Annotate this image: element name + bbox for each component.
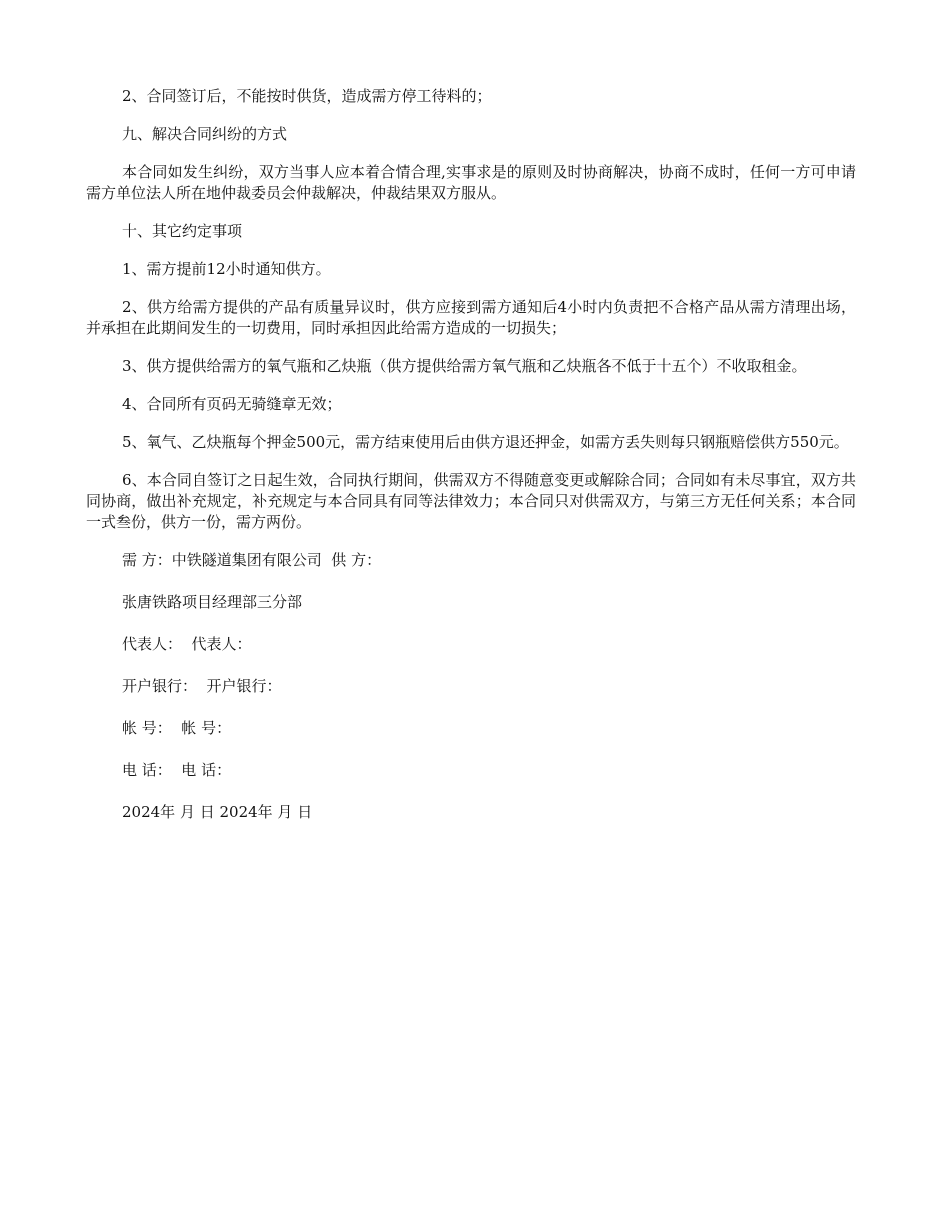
contract-body	[86, 86, 856, 844]
clause-paragraph: 1、需方提前12小时通知供方。	[122, 260, 331, 278]
signature-block	[86, 550, 856, 823]
clause-paragraph: 4、合同所有页码无骑缝章无效；	[122, 395, 342, 413]
signature-account: 帐 号： 帐 号：	[122, 719, 232, 737]
clause-paragraph: 3、供方提供给需方的氧气瓶和乙炔瓶（供方提供给需方氧气瓶和乙炔瓶各不低于十五个）不收取租金。	[122, 357, 807, 375]
clause-paragraph: 2、合同签订后，不能按时供货，造成需方停工待料的；	[122, 87, 492, 105]
signature-department: 张唐铁路项目经理部三分部	[122, 593, 303, 611]
signature-bank: 开户银行： 开户银行：	[122, 677, 282, 695]
clause-paragraph: 6、本合同自签订之日起生效，合同执行期间，供需双方不得随意变更或解除合同；合同如有未尽事宜，双方共同协商，做出补充规定，补充规定与本合同具有同等法律效力；本合同只对供需双方，与第三方无任何关系；本合同一式叁份，供方一份，需方两份。	[86, 471, 856, 531]
section-heading: 九、解决合同纠纷的方式	[122, 125, 288, 143]
section-heading: 十、其它约定事项	[122, 222, 243, 240]
signature-date: 2024年 月 日 2024年 月 日	[122, 803, 313, 821]
clause-paragraph: 5、氧气、乙炔瓶每个押金500元，需方结束使用后由供方退还押金，如需方丢失则每只钢瓶赔偿供方550元。	[122, 433, 849, 451]
signature-phone: 电 话： 电 话：	[122, 761, 232, 779]
signature-parties: 需 方：中铁隧道集团有限公司 供 方：	[122, 551, 382, 569]
clause-paragraph: 2、供方给需方提供的产品有质量异议时，供方应接到需方通知后4小时内负责把不合格产品从需方清理出场，并承担在此期间发生的一切费用，同时承担因此给需方造成的一切损失；	[86, 298, 856, 337]
clause-paragraph: 本合同如发生纠纷，双方当事人应本着合情合理,实事求是的原则及时协商解决，协商不成时，任何一方可申请需方单位法人所在地仲裁委员会仲裁解决，仲裁结果双方服从。	[86, 163, 856, 202]
signature-representative: 代表人： 代表人：	[122, 635, 252, 653]
